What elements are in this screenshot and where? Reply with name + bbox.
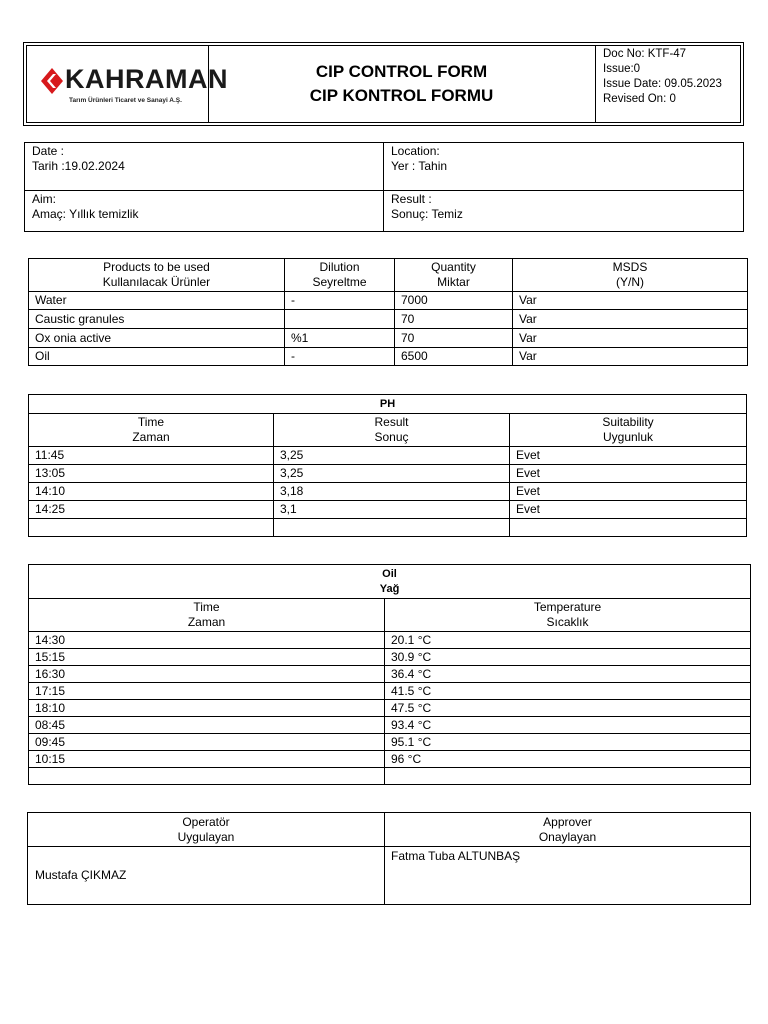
product-dilution: -: [285, 348, 395, 366]
ph-result: 3,25: [274, 447, 510, 465]
ph-suitability: Evet: [510, 483, 747, 501]
ph-result: 3,18: [274, 483, 510, 501]
date-value: Tarih :19.02.2024: [32, 159, 125, 173]
product-msds: Var: [513, 310, 748, 329]
approver-label-tr: Onaylayan: [538, 829, 597, 844]
logo-wordmark: KAHRAMAN: [65, 64, 228, 94]
product-name: Caustic granules: [29, 310, 285, 329]
title-cell: [208, 46, 596, 122]
product-name: Water: [29, 292, 285, 310]
location-value: Yer : Tahin: [391, 159, 448, 173]
table-row: [29, 519, 747, 537]
oil-temperature: 36.4 °C: [385, 666, 751, 683]
operator-label: Operatör: [182, 814, 230, 829]
ph-time: 13:05: [29, 465, 274, 483]
oil-temperature: 20.1 °C: [385, 632, 751, 649]
revised-on: Revised On: 0: [603, 93, 676, 105]
approver-header: [385, 813, 751, 847]
product-name: Oil: [29, 348, 285, 366]
location-label: Location:: [391, 144, 440, 158]
ph-suitability: Evet: [510, 447, 747, 465]
ph-result: 3,25: [274, 465, 510, 483]
table-row: [29, 768, 751, 785]
product-quantity: 7000: [395, 292, 513, 310]
issue-date: Issue Date: 09.05.2023: [603, 78, 722, 90]
product-quantity: 70: [395, 310, 513, 329]
aim-label: Aim:: [32, 192, 56, 206]
oil-col-temperature: Temperature Sıcaklık: [385, 599, 751, 632]
operator-label-tr: Uygulayan: [177, 829, 235, 844]
ph-time: 14:25: [29, 501, 274, 519]
ph-time: 14:10: [29, 483, 274, 501]
product-dilution: -: [285, 292, 395, 310]
location-cell: [384, 143, 744, 191]
aim-cell: [25, 191, 384, 232]
table-row: [29, 483, 747, 501]
product-quantity: 6500: [395, 348, 513, 366]
document-info: [597, 46, 740, 123]
table-row: [29, 666, 751, 683]
table-row: [29, 700, 751, 717]
oil-col-time: Time Zaman: [29, 599, 385, 632]
product-dilution: [285, 310, 395, 329]
form-header: [23, 42, 744, 126]
products-col-dilution: Dilution Seyreltme: [285, 259, 395, 292]
product-msds: Var: [513, 329, 748, 348]
products-col-product: Products to be used Kullanılacak Ürünler: [29, 259, 285, 292]
table-row: [29, 329, 748, 348]
oil-title-en: Oil: [382, 567, 397, 580]
approver-name: Fatma Tuba ALTUNBAŞ: [385, 847, 751, 905]
table-row: [29, 310, 748, 329]
table-row: [29, 465, 747, 483]
table-row: [29, 717, 751, 734]
table-row: [29, 683, 751, 700]
oil-time: 14:30: [29, 632, 385, 649]
form-title-en: CIP CONTROL FORM: [315, 62, 488, 81]
logo-cell: [27, 46, 228, 122]
oil-temperature: 47.5 °C: [385, 700, 751, 717]
product-quantity: 70: [395, 329, 513, 348]
oil-time: 15:15: [29, 649, 385, 666]
table-row: [29, 734, 751, 751]
approver-label: Approver: [543, 814, 592, 829]
oil-temperature: 96 °C: [385, 751, 751, 768]
table-row: [29, 447, 747, 465]
products-table: [28, 258, 748, 366]
ph-suitability: Evet: [510, 465, 747, 483]
table-row: [29, 292, 748, 310]
kahraman-logo-icon: [39, 66, 65, 96]
product-dilution: %1: [285, 329, 395, 348]
aim-value: Amaç: Yıllık temizlik: [32, 207, 139, 221]
result-value: Sonuç: Temiz: [391, 207, 463, 221]
oil-time: 18:10: [29, 700, 385, 717]
ph-title: PH: [29, 395, 747, 414]
products-header-row: [29, 259, 748, 292]
ph-result: 3,1: [274, 501, 510, 519]
operator-header: [28, 813, 385, 847]
table-row: [29, 348, 748, 366]
oil-temperature: 95.1 °C: [385, 734, 751, 751]
oil-temperature: [385, 768, 751, 785]
ph-header-row: [29, 414, 747, 447]
oil-time: 10:15: [29, 751, 385, 768]
oil-temperature: 41.5 °C: [385, 683, 751, 700]
form-title-tr: CIP KONTROL FORMU: [309, 86, 494, 105]
oil-header-row: [29, 599, 751, 632]
products-col-quantity: Quantity Miktar: [395, 259, 513, 292]
oil-temperature: 93.4 °C: [385, 717, 751, 734]
date-label: Date :: [32, 144, 65, 158]
oil-table: [28, 564, 751, 785]
signature-header-row: [28, 813, 751, 847]
table-row: [29, 649, 751, 666]
oil-title-tr: Yağ: [379, 582, 400, 595]
table-row: [29, 632, 751, 649]
oil-time: 17:15: [29, 683, 385, 700]
oil-title: [29, 565, 751, 599]
ph-time: 11:45: [29, 447, 274, 465]
ph-col-time: Time Zaman: [29, 414, 274, 447]
result-cell: [384, 191, 744, 232]
product-name: Ox onia active: [29, 329, 285, 348]
ph-col-result: Result Sonuç: [274, 414, 510, 447]
ph-col-suitability: Suitability Uygunluk: [510, 414, 747, 447]
date-cell: [25, 143, 384, 191]
products-col-msds: MSDS (Y/N): [513, 259, 748, 292]
oil-time: [29, 768, 385, 785]
ph-result: [274, 519, 510, 537]
table-row: [29, 751, 751, 768]
product-msds: Var: [513, 348, 748, 366]
info-table: [24, 142, 744, 232]
form-header-inner: [26, 45, 741, 123]
ph-suitability: Evet: [510, 501, 747, 519]
doc-number: Doc No: KTF-47: [603, 48, 687, 60]
signature-table: [27, 812, 751, 905]
ph-suitability: [510, 519, 747, 537]
logo-subtitle: Tarım Ürünleri Ticaret ve Sanayi A.Ş.: [69, 97, 182, 104]
result-label: Result :: [391, 192, 432, 206]
table-row: [29, 501, 747, 519]
oil-time: 16:30: [29, 666, 385, 683]
oil-time: 09:45: [29, 734, 385, 751]
operator-name: Mustafa ÇIKMAZ: [28, 847, 385, 905]
product-msds: Var: [513, 292, 748, 310]
issue-number: Issue:0: [603, 63, 641, 75]
oil-time: 08:45: [29, 717, 385, 734]
ph-time: [29, 519, 274, 537]
ph-table: [28, 394, 747, 537]
oil-temperature: 30.9 °C: [385, 649, 751, 666]
